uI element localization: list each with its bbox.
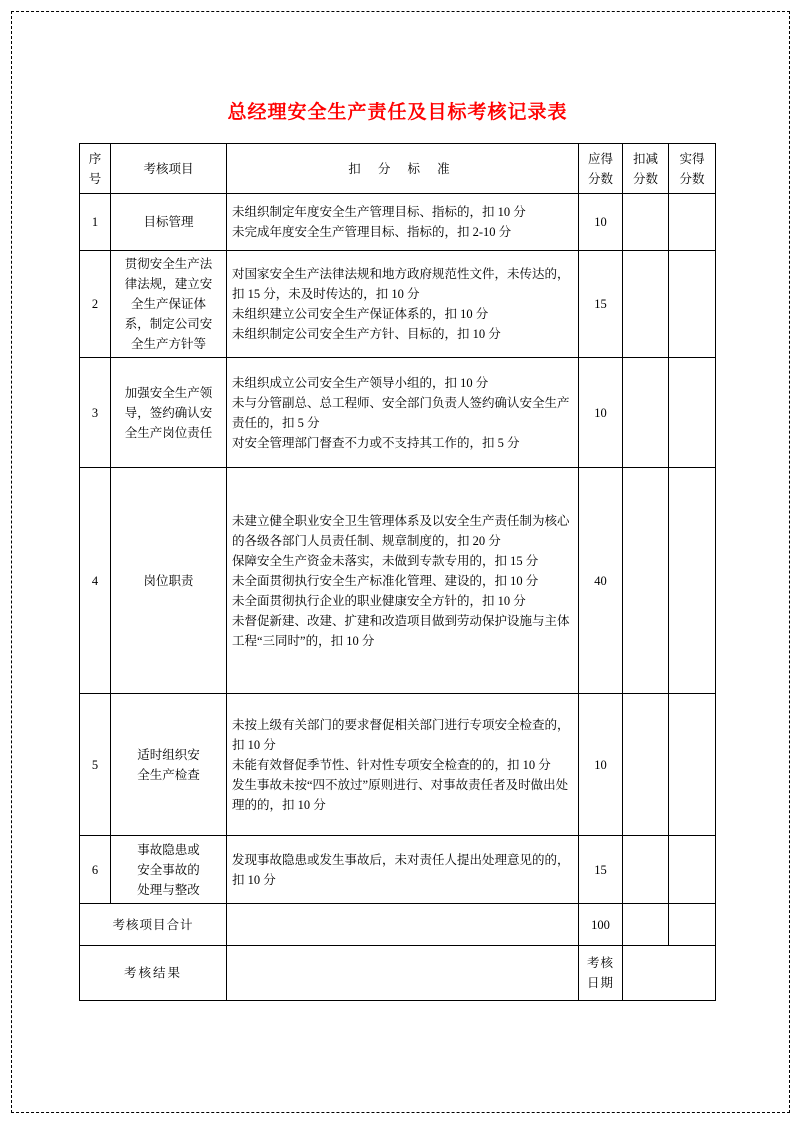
row-should-score: 10 — [579, 358, 623, 468]
header-seq — [80, 144, 111, 194]
header-item: 考核项目 — [111, 144, 227, 194]
item-line: 律法规，建立安 — [124, 277, 213, 291]
total-actual-score[interactable] — [669, 904, 716, 946]
row-item: 目标管理 — [111, 194, 227, 251]
page-title: 总经理安全生产责任及目标考核记录表 — [227, 102, 568, 123]
row-item — [111, 836, 227, 904]
row-actual-score[interactable] — [669, 358, 716, 468]
header-should-line2: 分数 — [587, 171, 613, 186]
standard-line: 未督促新建、改建、扩建和改造项目做到劳动保护设施与主体工程“三同时”的，扣 10 分 — [232, 613, 570, 648]
row-actual-score[interactable] — [669, 194, 716, 251]
item-line: 安全事故的 — [137, 862, 200, 877]
assessment-table — [79, 143, 716, 1001]
result-value[interactable] — [227, 946, 579, 1001]
standard-line: 未按上级有关部门的要求督促相关部门进行专项安全检查的，扣 10 分 — [232, 717, 570, 752]
standard-line: 未组织建立公司安全生产保证体系的，扣 10 分 — [232, 307, 489, 321]
date-value[interactable] — [623, 946, 716, 1001]
standard-line: 未能有效督促季节性、针对性专项安全检查的的，扣 10 分 — [232, 757, 551, 772]
standard-line: 未组织成立公司安全生产领导小组的，扣 10 分 — [232, 375, 489, 390]
header-actual-line1: 实得 — [679, 151, 705, 166]
row-standard — [227, 358, 579, 468]
standard-line: 未与分管副总、总工程师、安全部门负责人签约确认安全生产责任的，扣 5 分 — [232, 395, 570, 430]
total-standard — [227, 904, 579, 946]
row-seq: 6 — [80, 836, 111, 904]
row-standard — [227, 468, 579, 694]
table-row — [80, 694, 716, 836]
standard-line: 未建立健全职业安全卫生管理体系及以安全生产责任制为核心的各级各部门人员责任制、规章制度的，扣 20 分 — [232, 513, 570, 548]
header-seq-line1: 序 — [88, 151, 102, 166]
row-should-score: 10 — [579, 194, 623, 251]
row-should-score: 40 — [579, 468, 623, 694]
row-should-score: 15 — [579, 836, 623, 904]
row-seq: 5 — [80, 694, 111, 836]
item-line: 处理与整改 — [137, 882, 200, 897]
header-actual-score — [669, 144, 716, 194]
item-line: 全生产保证体 — [130, 297, 206, 311]
item-line: 全生产岗位责任 — [124, 425, 213, 440]
item-line: 全生产方针等 — [130, 337, 206, 351]
table-header-row — [80, 144, 716, 194]
row-item: 岗位职责 — [111, 468, 227, 694]
table-row — [80, 251, 716, 358]
row-actual-score[interactable] — [669, 251, 716, 358]
row-deduct-score[interactable] — [623, 694, 669, 836]
row-standard — [227, 251, 579, 358]
item-line: 导，签约确认安 — [124, 405, 213, 420]
table-row — [80, 194, 716, 251]
header-deduct-score — [623, 144, 669, 194]
row-should-score: 15 — [579, 251, 623, 358]
standard-line: 发生事故未按“四不放过”原则进行、对事故责任者及时做出处理的的，扣 10 分 — [232, 777, 569, 812]
standard-line: 对安全管理部门督查不力或不支持其工作的，扣 5 分 — [232, 435, 520, 450]
row-seq: 3 — [80, 358, 111, 468]
table-total-row — [80, 904, 716, 946]
row-seq: 1 — [80, 194, 111, 251]
item-line: 加强安全生产领 — [124, 385, 213, 400]
row-deduct-score[interactable] — [623, 836, 669, 904]
item-line: 系，制定公司安 — [124, 317, 213, 331]
standard-line: 保障安全生产资金未落实，未做到专款专用的，扣 15 分 — [232, 553, 539, 568]
row-standard — [227, 694, 579, 836]
row-seq: 4 — [80, 468, 111, 694]
header-actual-line2: 分数 — [679, 171, 705, 186]
standard-line: 未全面贯彻执行安全生产标准化管理、建设的，扣 10 分 — [232, 573, 539, 588]
table-footer-row — [80, 946, 716, 1001]
header-should-score — [579, 144, 623, 194]
row-item — [111, 694, 227, 836]
row-should-score: 10 — [579, 694, 623, 836]
item-line: 适时组织安 — [137, 747, 200, 762]
row-actual-score[interactable] — [669, 836, 716, 904]
row-standard — [227, 194, 579, 251]
row-standard — [227, 836, 579, 904]
item-line: 全生产检查 — [137, 767, 200, 782]
row-deduct-score[interactable] — [623, 468, 669, 694]
table-row — [80, 358, 716, 468]
total-label: 考核项目合计 — [80, 904, 227, 946]
header-deduct-line2: 分数 — [632, 171, 658, 186]
header-standard: 扣 分 标 准 — [227, 144, 579, 194]
header-should-line1: 应得 — [587, 151, 613, 166]
table-row — [80, 468, 716, 694]
result-label: 考核结果 — [80, 946, 227, 1001]
total-deduct-score[interactable] — [623, 904, 669, 946]
row-item — [111, 251, 227, 358]
standard-line: 发现事故隐患或发生事故后，未对责任人提出处理意见的的，扣 10 分 — [232, 852, 570, 887]
row-actual-score[interactable] — [669, 694, 716, 836]
table-row — [80, 836, 716, 904]
row-actual-score[interactable] — [669, 468, 716, 694]
row-deduct-score[interactable] — [623, 194, 669, 251]
standard-line: 未组织制定公司安全生产方针、目标的，扣 10 分 — [232, 327, 501, 341]
standard-line: 未全面贯彻执行企业的职业健康安全方针的，扣 10 分 — [232, 593, 526, 608]
header-deduct-line1: 扣减 — [632, 151, 658, 166]
row-deduct-score[interactable] — [623, 358, 669, 468]
date-label: 考核日期 — [579, 946, 623, 1001]
standard-line: 对国家安全生产法律法规和地方政府规范性文件，未传达的，扣 15 分，未及时传达的，扣 10 分 — [232, 267, 570, 301]
item-line: 事故隐患或 — [137, 842, 200, 857]
header-seq-line2: 号 — [88, 171, 102, 186]
item-line: 贯彻安全生产法 — [124, 257, 213, 271]
standard-line: 未完成年度安全生产管理目标、指标的，扣 2-10 分 — [232, 225, 512, 239]
row-seq: 2 — [80, 251, 111, 358]
row-item — [111, 358, 227, 468]
standard-line: 未组织制定年度安全生产管理目标、指标的，扣 10 分 — [232, 205, 526, 219]
total-should-score: 100 — [579, 904, 623, 946]
row-deduct-score[interactable] — [623, 251, 669, 358]
